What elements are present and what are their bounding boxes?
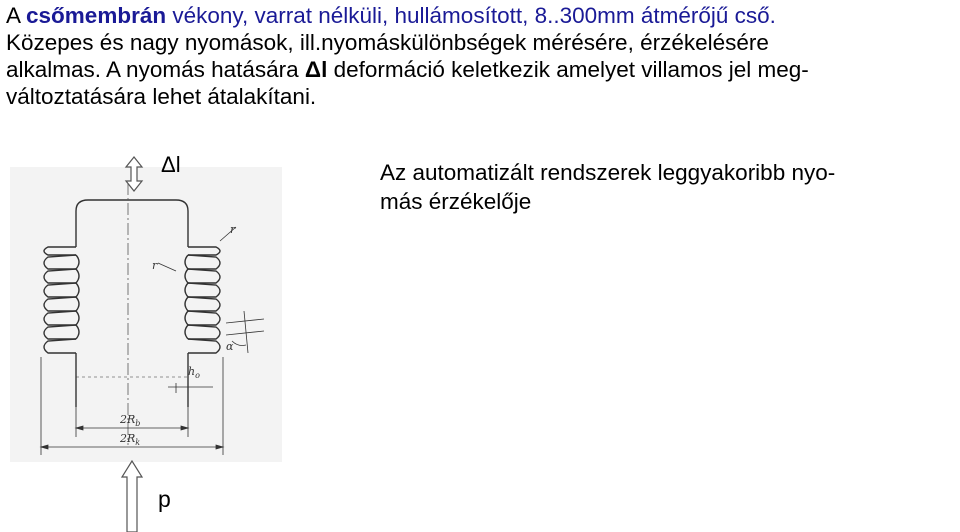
label-2rk-main: 2R — [120, 432, 136, 445]
bellows-drawing — [8, 145, 298, 532]
side-note-line-2: más érzékelője — [380, 189, 532, 214]
paragraph-line-1 — [6, 2, 956, 29]
paragraph-line-3-b: deformáció keletkezik amelyet villamos jel meg- — [327, 57, 809, 82]
delta-l-label: Δl — [161, 152, 181, 177]
description-paragraph — [6, 2, 956, 110]
paragraph-line-4: változtatására lehet átalakítani. — [6, 84, 317, 109]
drawing-background — [10, 167, 282, 462]
side-note — [380, 158, 940, 216]
label-r-mid: r — [152, 259, 158, 272]
label-2rb-main: 2R — [120, 413, 136, 426]
paragraph-line-3 — [6, 56, 956, 83]
label-2rk-sub: k — [135, 438, 141, 447]
paragraph-line-1-rest: vékony, varrat nélküli, hullámosított, 8..300mm átmérőjű cső. — [166, 3, 776, 28]
paragraph-line-3-a: alkalmas. A nyomás hatására — [6, 57, 305, 82]
pressure-arrow-icon — [122, 461, 142, 532]
pressure-label: p — [158, 486, 171, 512]
term-csomembran: csőmembrán — [26, 3, 167, 28]
label-h0-sub: o — [195, 371, 200, 380]
paragraph-prefix: A — [6, 3, 27, 28]
bellows-figure — [8, 145, 298, 532]
label-r-top: r — [230, 223, 236, 236]
label-alpha: α — [226, 340, 234, 353]
side-note-line-1: Az automatizált rendszerek leggyakoribb nyo- — [380, 160, 836, 185]
delta-l-symbol: Δl — [304, 57, 328, 82]
paragraph-line-2: Közepes és nagy nyomások, ill.nyomáskülönbségek mérésére, érzékelésére — [6, 30, 769, 55]
label-h0-main: h — [188, 365, 196, 378]
label-2rb-sub: b — [135, 419, 141, 428]
